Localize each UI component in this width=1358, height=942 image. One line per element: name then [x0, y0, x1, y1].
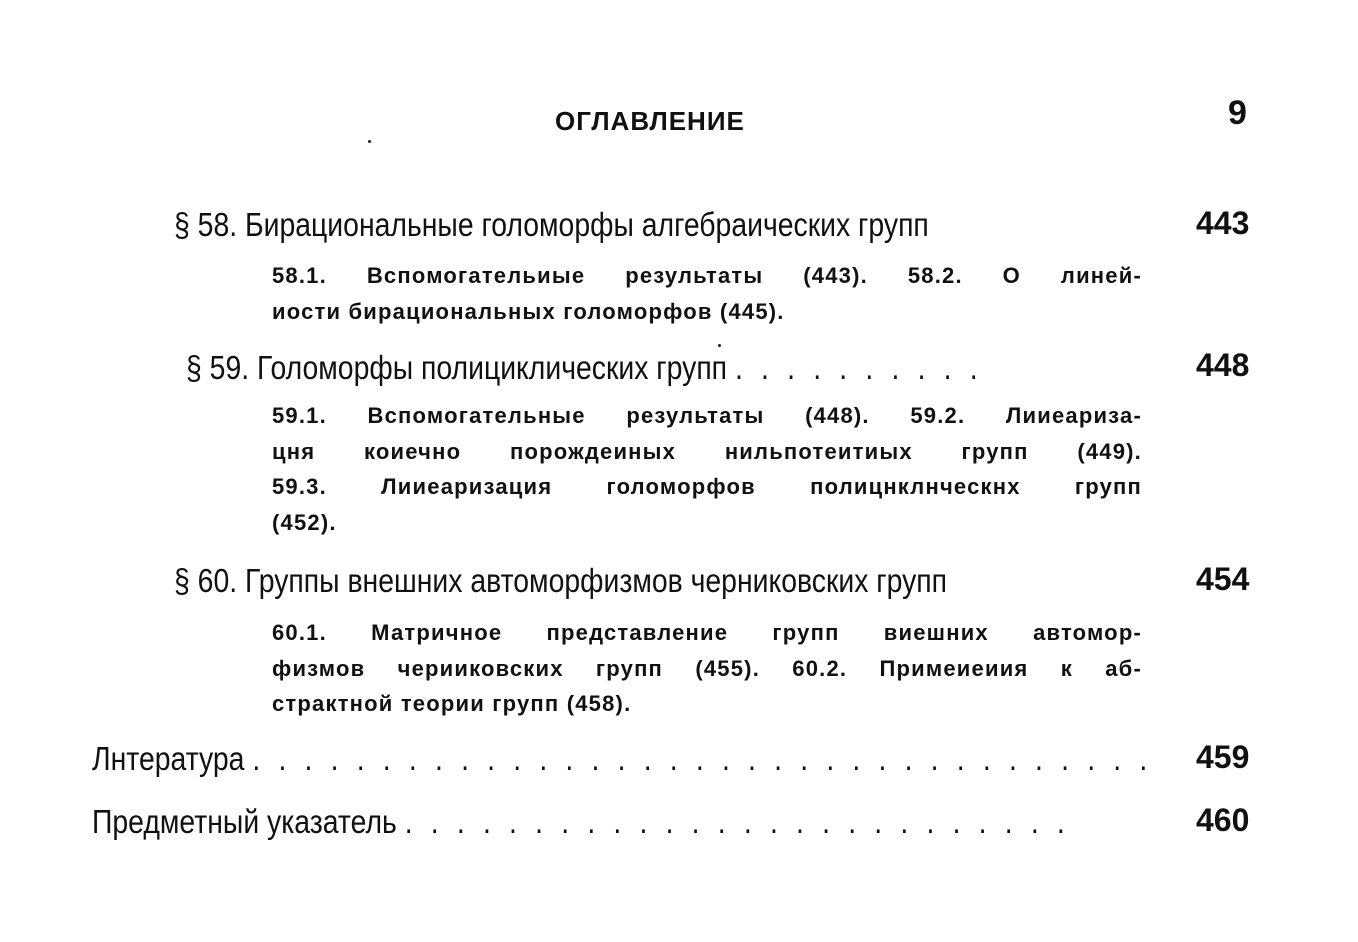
backmatter-label: Лнтература: [92, 740, 245, 777]
print-speck: [368, 140, 371, 143]
section-heading: § 58. Бирациональные голоморфы алгебраических групп: [174, 206, 929, 243]
print-speck: [718, 344, 721, 347]
backmatter-label: Предметный указатель: [92, 803, 397, 840]
subsection-text: [272, 258, 1142, 329]
backmatter-heading: [92, 803, 1070, 841]
subsection-line: 58.1. Вспомогательиые результаты (443). 58.2. О линей-: [272, 263, 1142, 288]
backmatter-heading: [92, 740, 1152, 778]
section-heading: [186, 349, 983, 387]
subsection-line: страктной теории групп (458).: [272, 691, 632, 716]
page-number: 9: [1228, 94, 1248, 132]
dot-leader: . . . . . . . . . . . . . . . . . . . . . . . . . . . . . . . . . . .: [252, 740, 1153, 777]
backmatter-page: 460: [1196, 802, 1250, 838]
subsection-line: 60.1. Матричное представление групп виешних автомор-: [272, 620, 1142, 645]
subsection-line: иости бирациональных голоморфов (445).: [272, 298, 785, 324]
dot-leader: . . . . . . . . . . . . . . . . . . . . . . . . . .: [404, 803, 1070, 840]
page-title: ОГЛАВЛЕНИЕ: [555, 106, 745, 136]
backmatter-page: 459: [1196, 739, 1250, 775]
section-page: 443: [1196, 205, 1250, 241]
section-heading: § 60. Группы внешних автоморфизмов черниковских групп: [174, 562, 948, 599]
subsection-line: 59.3. Лииеаризация голоморфов полицнклнческнх групп: [272, 474, 1142, 499]
section-page: 448: [1196, 347, 1250, 383]
dot-leader: . . . . . . . . . .: [734, 349, 983, 386]
section-page: 454: [1196, 561, 1250, 597]
section-heading-text: § 59. Голоморфы полициклических групп: [186, 349, 728, 386]
subsection-line: физмов черииковских групп (455). 60.2. Примеиеиия к аб-: [272, 655, 1142, 681]
subsection-text: [272, 615, 1142, 722]
subsection-line: 59.1. Вспомогательные результаты (448). 59.2. Лииеариза-: [272, 403, 1142, 428]
subsection-line: цня коиечно порождеиных нильпотеитиых групп (449).: [272, 438, 1142, 464]
subsection-line: (452).: [272, 509, 337, 535]
subsection-text: [272, 398, 1142, 540]
